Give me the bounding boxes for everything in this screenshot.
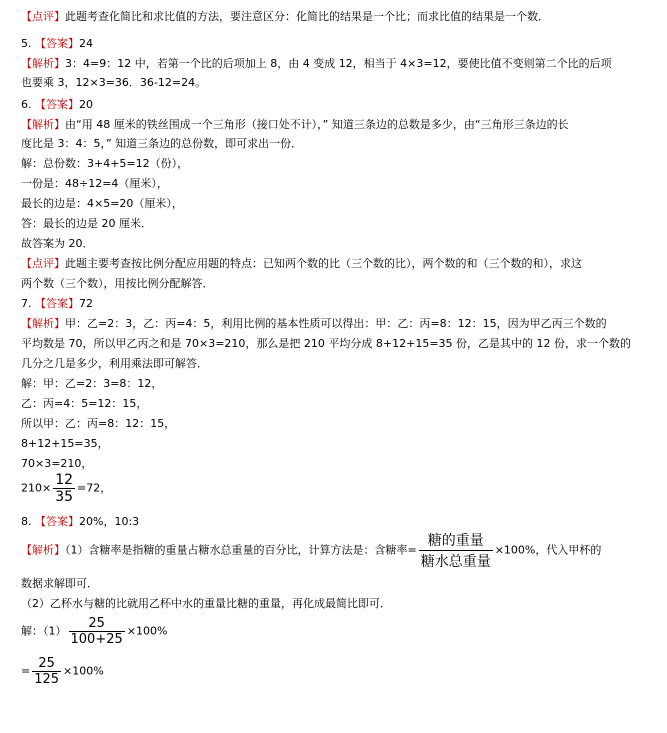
answer-tag: 【答案】 — [35, 98, 79, 111]
q8-solution-line-2 — [21, 656, 104, 687]
q5-answer-line — [21, 36, 93, 51]
q6-analysis-1: 由“用 48 厘米的铁丝围成一个三角形（接口处不计），” 知道三条边的总数是多少，由“三角形三条边的长 — [65, 118, 569, 131]
q8-number: 8. — [21, 515, 32, 528]
q7-final-prefix: 210× — [21, 481, 52, 495]
analysis-tag: 【解析】 — [21, 118, 65, 131]
q8-sol-denominator: 100+25 — [70, 632, 123, 647]
q7-solution-5: 70×3=210， — [21, 457, 93, 470]
q7-fraction — [53, 472, 75, 505]
q8-sol2-denominator: 125 — [34, 672, 60, 687]
q6-analysis-line-1 — [21, 117, 569, 132]
answer-tag: 【答案】 — [35, 297, 79, 310]
q6-comment-line-1 — [21, 256, 582, 271]
q7-fraction-denominator: 35 — [55, 489, 74, 505]
q7-analysis-line-2: 平均数是 70，所以甲乙丙之和是 70×3=210，那么是把 210 平均分成 8+12+15=35 份，乙是其中的 12 份，求一个数的 — [21, 337, 632, 350]
q7-answer: 72 — [79, 297, 93, 310]
q8-solution-label: 解：（1） — [21, 624, 67, 638]
q6-comment-1: 此题主要考查按比例分配应用题的特点：已知两个数的比（三个数的比），两个数的和（三个数的和），求这 — [65, 257, 582, 270]
q4-comment-text: 此题考查化简比和求比值的方法，要注意区分：化简比的结果是一个比；而求比值的结果是一个数． — [65, 10, 549, 23]
q5-analysis-line-2: 也要乘 3，12×3=36．36-12=24。 — [21, 76, 207, 89]
q8-analysis-line-2: 数据求解即可． — [21, 577, 98, 590]
q8-analysis-post: ×100%，代入甲杯的 — [494, 543, 602, 557]
q5-analysis-line-1 — [21, 56, 612, 71]
q8-analysis-line-1 — [21, 530, 601, 571]
q6-solution-2: 一份是：48÷12=4（厘米）， — [21, 177, 168, 190]
q8-frac-numerator: 糖的重量 — [419, 530, 493, 551]
q7-solution-3: 所以甲：乙：丙=8：12：15， — [21, 417, 176, 430]
analysis-tag: 【解析】 — [21, 317, 65, 330]
q7-final-line — [21, 472, 111, 505]
q8-solution2-fraction — [32, 656, 61, 687]
q5-answer: 24 — [79, 37, 93, 50]
q8-frac-denominator: 糖水总重量 — [420, 554, 491, 570]
q6-analysis-line-2: 度比是 3：4：5，” 知道三条边的总份数，即可求出一份． — [21, 137, 303, 150]
q7-analysis-line-3: 几分之几是多少，利用乘法即可解答． — [21, 357, 208, 370]
q7-answer-line — [21, 296, 93, 311]
answer-tag: 【答案】 — [35, 37, 79, 50]
q7-solution-2: 乙：丙=4：5=12：15， — [21, 397, 148, 410]
q6-number: 6. — [21, 98, 32, 111]
q8-sol-numerator: 25 — [69, 616, 125, 632]
q6-solution-4: 答：最长的边是 20 厘米． — [21, 217, 152, 230]
q8-solution-fraction — [69, 616, 125, 647]
q8-solution-multiplier: ×100% — [126, 624, 168, 638]
answer-tag: 【答案】 — [35, 515, 79, 528]
q6-solution-3: 最长的边是：4×5=20（厘米）， — [21, 197, 183, 210]
q7-final-suffix: =72， — [77, 481, 112, 495]
analysis-tag: 【解析】 — [21, 543, 65, 557]
q6-answer-line — [21, 97, 93, 112]
q8-part2-line: （2）乙杯水与糖的比就用乙杯中水的重量比糖的重量，再化成最简比即可． — [21, 597, 391, 610]
q7-fraction-numerator: 12 — [55, 472, 74, 488]
q8-answer-line — [21, 514, 139, 529]
analysis-tag: 【解析】 — [21, 57, 65, 70]
q5-number: 5. — [21, 37, 32, 50]
q6-solution-5: 故答案为 20． — [21, 237, 94, 250]
q6-solution-1: 解：总份数：3+4+5=12（份）， — [21, 157, 189, 170]
q8-solution2-multiplier: ×100% — [63, 664, 104, 678]
q8-sol2-numerator: 25 — [32, 656, 61, 672]
q6-answer: 20 — [79, 98, 93, 111]
q7-analysis-1: 甲：乙=2：3，乙：丙=4：5，利用比例的基本性质可以得出：甲：乙：丙=8：12：15，因为甲乙丙三个数的 — [65, 317, 607, 330]
q8-answer: 20%，10:3 — [79, 515, 140, 528]
q7-analysis-line-1 — [21, 316, 607, 331]
q7-solution-1: 解：甲：乙=2：3=8：12， — [21, 377, 163, 390]
q8-solution2-equals: = — [21, 664, 31, 678]
q6-comment-line-2: 两个数（三个数），用按比例分配解答． — [21, 277, 214, 290]
comment-tag: 【点评】 — [21, 257, 65, 270]
q7-solution-4: 8+12+15=35， — [21, 437, 109, 450]
q4-comment-line — [21, 9, 549, 24]
q8-analysis-pre: （1）含糖率是指糖的重量占糖水总重量的百分比，计算方法是：含糖率= — [65, 543, 417, 557]
comment-tag: 【点评】 — [21, 10, 65, 23]
q8-sugar-ratio-fraction — [419, 530, 493, 571]
q5-analysis-1: 3：4=9：12 中，若第一个比的后项加上 8，由 4 变成 12，相当于 4×3=12，要使比值不变则第二个比的后项 — [65, 57, 612, 70]
q7-number: 7. — [21, 297, 32, 310]
q8-solution-line-1 — [21, 616, 167, 647]
